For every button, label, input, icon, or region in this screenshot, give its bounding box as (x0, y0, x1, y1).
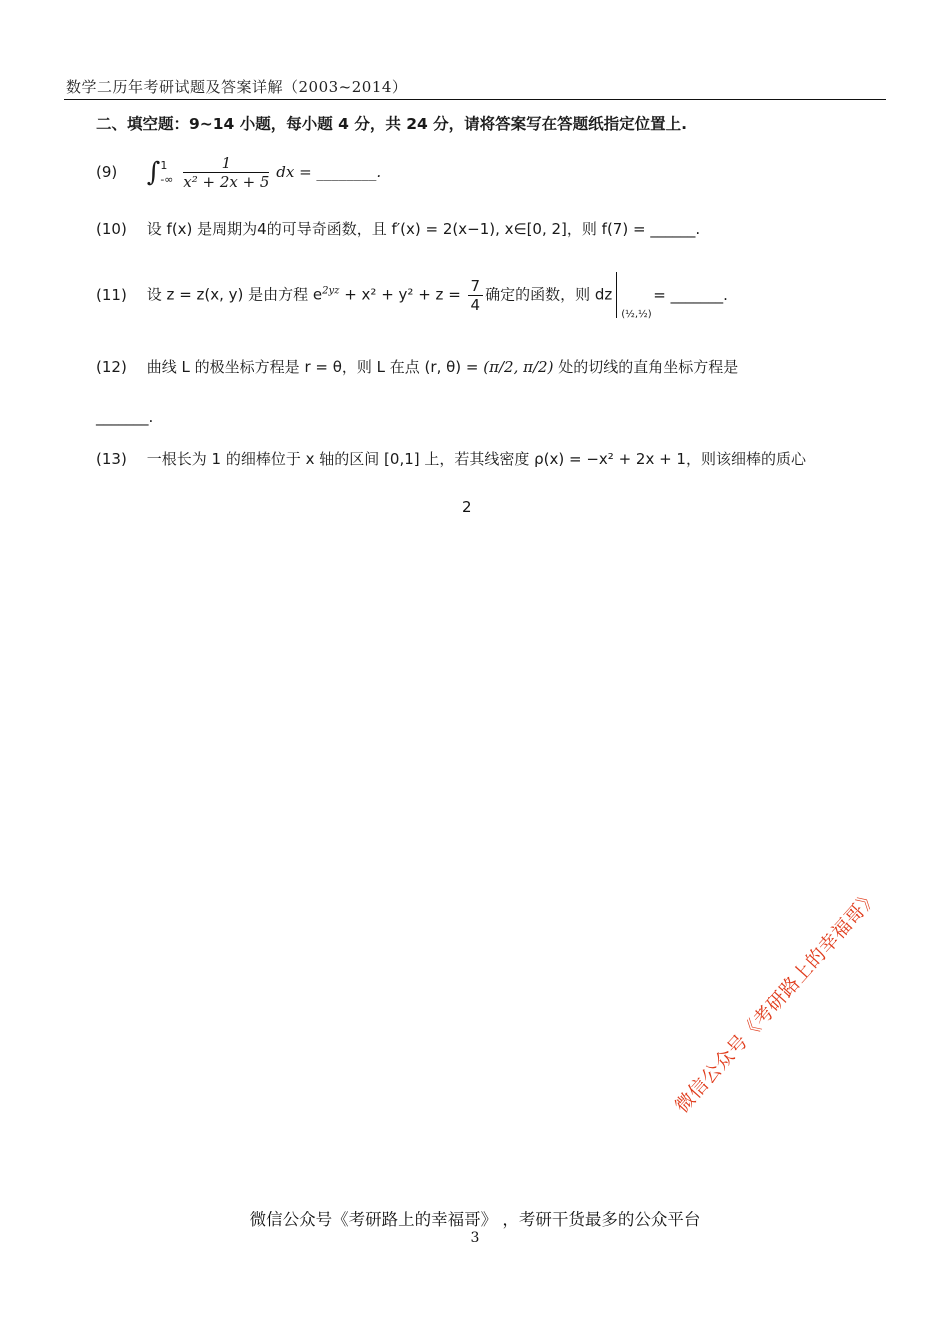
scanned-page-number: 2 (462, 498, 472, 516)
question-13-text: 一根长为 1 的细棒位于 x 轴的区间 [0,1] 上，若其线密度 ρ(x) = −x² + 2x + 1，则该细棒的质心 (146, 450, 806, 468)
section-title: 二、填空题：9~14 小题，每小题 4 分，共 24 分，请将答案写在答题纸指定位置上. (96, 115, 688, 133)
answer-blank: = _______. (653, 285, 728, 304)
question-12-blank-line (96, 408, 153, 426)
watermark-stamp: 微信公众号《考研路上的幸福哥》 (670, 885, 884, 1118)
tangent-point: (π/2, π/2) (483, 358, 554, 376)
footer-text: 微信公众号《考研路上的幸福哥》 ，考研干货最多的公众平台 (249, 1210, 701, 1229)
question-12-text-a: 曲线 L 的极坐标方程是 r = θ，则 L 在点 (r, θ) = (146, 358, 479, 376)
integral-sign: ∫ (146, 157, 161, 188)
question-12-text-b: 处的切线的直角坐标方程是 (558, 358, 739, 376)
question-number: (10) (96, 220, 127, 238)
question-number: (11) (96, 285, 127, 304)
question-10-text: 设 f(x) 是周期为4的可导奇函数，且 f′(x) = 2(x−1), x∈[0, 2]，则 f(7) = (146, 220, 646, 238)
question-10 (96, 218, 700, 239)
question-9 (96, 154, 381, 191)
question-number: (13) (96, 450, 127, 468)
question-11-text-c: 确定的函数，则 dz (485, 285, 613, 304)
evaluation-bar: (½,½) (616, 272, 653, 318)
question-11 (96, 272, 728, 318)
question-11-text-b: + x² + y² + z = (339, 285, 461, 304)
question-9-tail: dx = ________. (276, 163, 382, 181)
answer-blank: _______. (96, 408, 154, 426)
question-11-text-a: 设 z = z(x, y) 是由方程 e (146, 285, 323, 304)
answer-blank: ______. (650, 220, 701, 238)
question-13 (96, 448, 806, 469)
header-divider (64, 99, 886, 100)
question-number: (9) (96, 163, 118, 181)
exponent: 2yz (322, 285, 340, 297)
footer-page-number: 3 (470, 1230, 480, 1246)
integral-limits: 1 -∞ (160, 158, 174, 186)
question-12 (96, 356, 738, 377)
integrand-fraction: $\frac{1}{\text{x² + 2x + 5}}$ (183, 154, 270, 191)
page-header-title: 数学二历年考研试题及答案详解（2003~2014） (66, 78, 408, 96)
question-number: (12) (96, 358, 127, 376)
fraction: $\frac{7}{4}$ (468, 277, 484, 314)
